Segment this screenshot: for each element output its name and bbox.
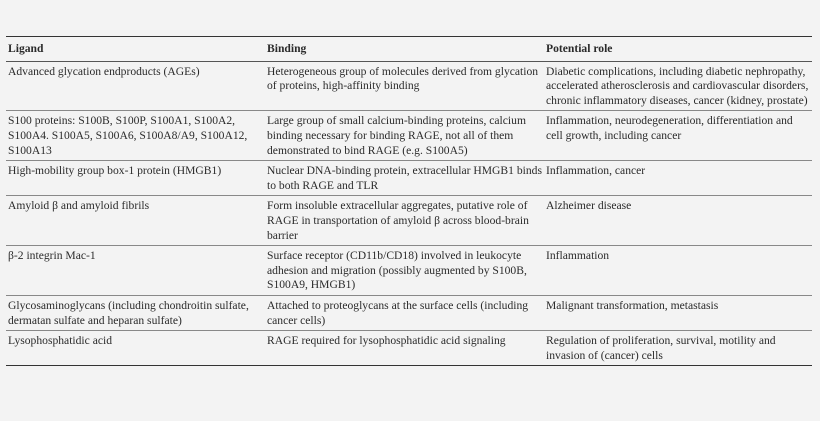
role-cell: Regulation of proliferation, survival, motility and invasion of (cancer) cells — [546, 334, 776, 362]
header-potential-role: Potential role — [546, 42, 613, 55]
binding-cell: RAGE required for lysophosphatidic acid signaling — [267, 334, 506, 348]
binding-cell: Nuclear DNA-binding protein, extracellular HMGB1 binds to both RAGE and TLR — [267, 164, 542, 192]
role-cell: Inflammation — [546, 249, 610, 263]
table-row — [6, 295, 812, 330]
ligand-cell: β-2 integrin Mac-1 — [8, 249, 96, 263]
role-cell: Inflammation, neurodegeneration, differentiation and cell growth, including cancer — [546, 114, 793, 142]
ligand-table — [6, 36, 812, 366]
ligand-cell: S100 proteins: S100B, S100P, S100A1, S100A2, S100A4. S100A5, S100A6, S100A8/A9, S100A12, S100A13 — [8, 114, 248, 157]
role-cell: Malignant transformation, metastasis — [546, 298, 719, 312]
ligand-cell: Lysophosphatidic acid — [8, 334, 113, 348]
header-binding: Binding — [267, 42, 307, 55]
ligand-cell: High-mobility group box-1 protein (HMGB1) — [8, 164, 222, 178]
table-row — [6, 196, 812, 246]
table-row — [6, 111, 812, 161]
binding-cell: Heterogeneous group of molecules derived from glycation of proteins, high-affinity binding — [267, 64, 539, 93]
table-row — [6, 331, 812, 366]
ligand-cell: Glycosaminoglycans (including chondroitin sulfate, dermatan sulfate and heparan sulfate) — [8, 298, 249, 327]
table-row — [6, 61, 812, 111]
binding-cell: Form insoluble extracellular aggregates, putative role of RAGE in transportation of amyloid β across blood-brain barrier — [267, 199, 529, 242]
table-row — [6, 161, 812, 196]
ligand-cell: Advanced glycation endproducts (AGEs) — [8, 64, 200, 78]
role-cell: Diabetic complications, including diabetic nephropathy, accelerated atherosclerosis and cardiovascular disorders, chronic inflammatory diseases, cancer (kidney, prostate) — [546, 64, 809, 107]
binding-cell: Large group of small calcium-binding proteins, calcium binding necessary for binding RAGE, not all of them demonstrated to bind RAGE (e.g. S100A5) — [267, 114, 526, 157]
ligand-cell: Amyloid β and amyloid fibrils — [8, 199, 150, 213]
role-cell: Inflammation, cancer — [546, 164, 646, 178]
ligand-table-container — [6, 36, 812, 366]
binding-cell: Attached to proteoglycans at the surface cells (including cancer cells) — [267, 298, 529, 327]
table-header-row — [6, 37, 812, 62]
header-ligand: Ligand — [8, 42, 44, 55]
role-cell: Alzheimer disease — [546, 199, 632, 213]
table-row — [6, 246, 812, 296]
binding-cell: Surface receptor (CD11b/CD18) involved in leukocyte adhesion and migration (possibly augmented by S100B, S100A9, HMGB1) — [267, 249, 527, 292]
